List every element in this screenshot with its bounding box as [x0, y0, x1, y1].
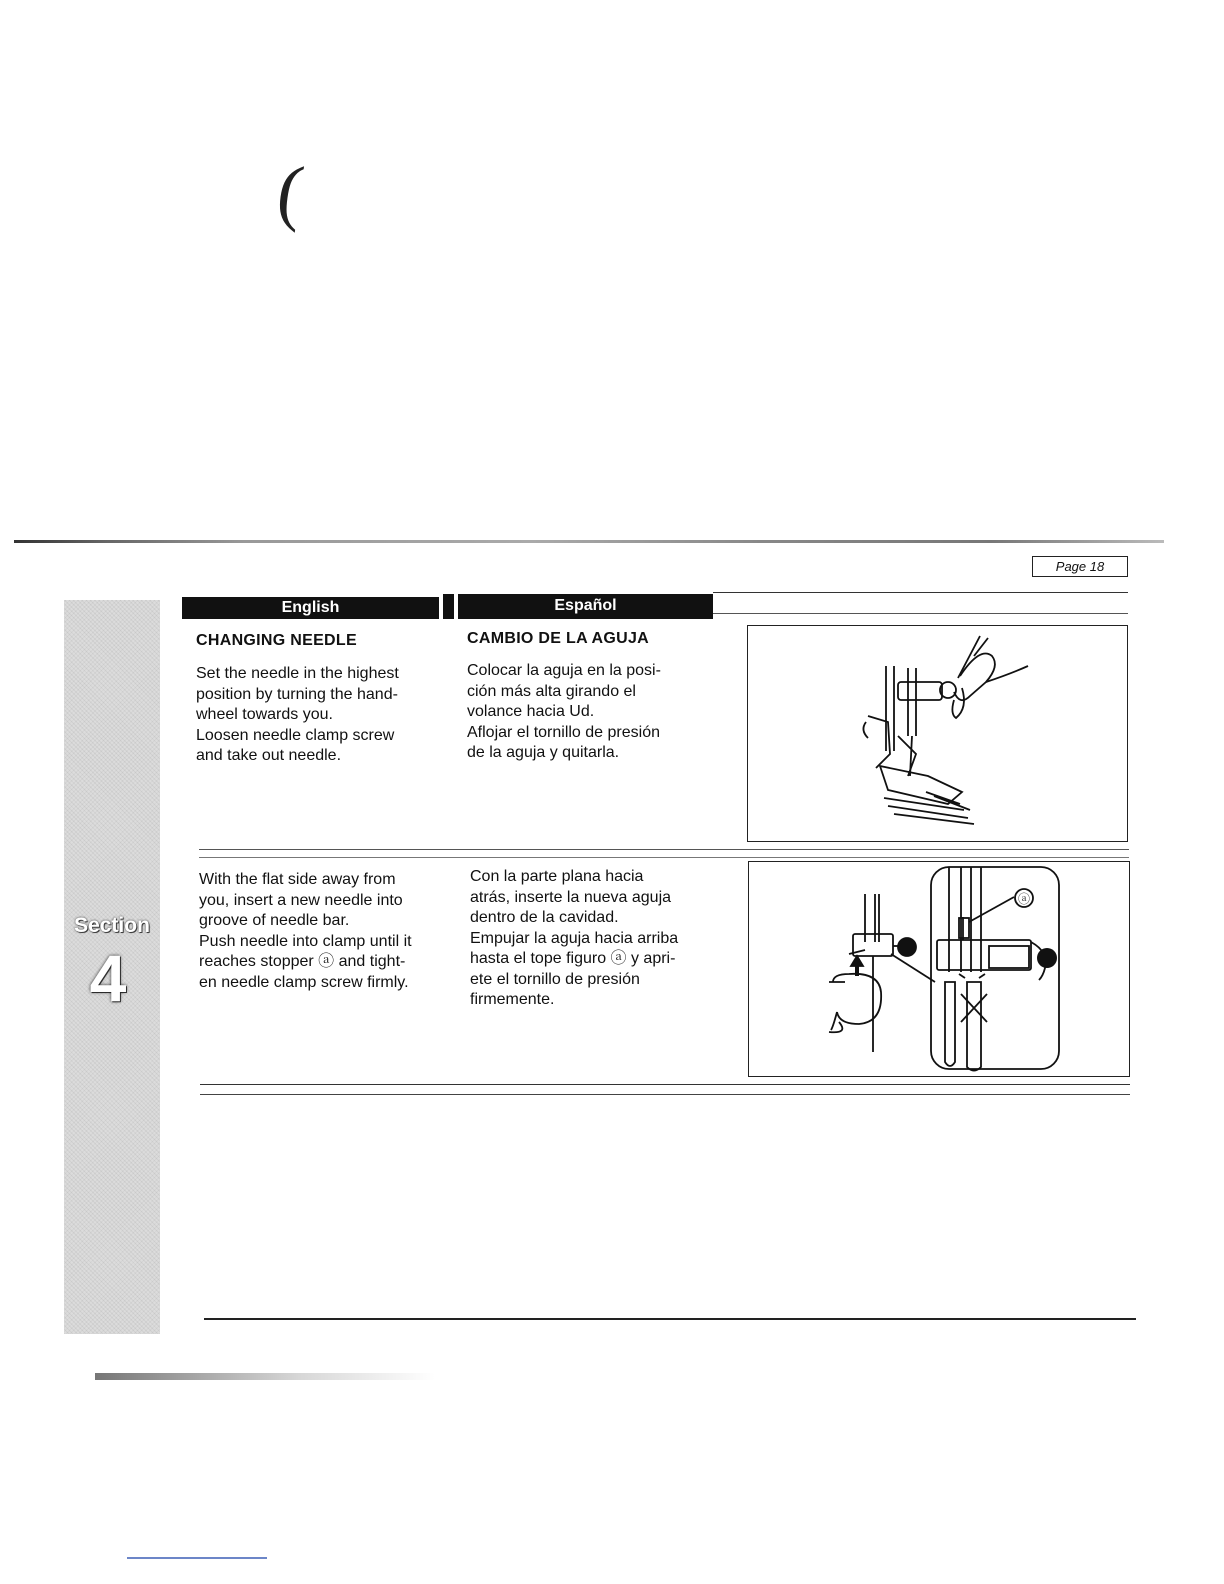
language-header-separator: [443, 594, 454, 619]
figure-needle-removal: [747, 625, 1128, 842]
header-rule: [713, 592, 1128, 593]
header-rule-lower: [713, 613, 1128, 614]
needle-insertion-illustration: [749, 862, 1129, 1076]
row-divider-secondary: [199, 857, 1129, 858]
step2-english-body: With the flat side away from you, insert a new needle into groove of needle bar. Push needle into clamp until it reaches stopper ⓐ and tight- en needle clamp screw firmly.: [199, 871, 412, 991]
section-label: Section: [74, 914, 150, 937]
row-divider: [199, 849, 1129, 850]
scan-artifact-blue-line: [127, 1557, 267, 1559]
needle-removal-illustration: [748, 626, 1127, 841]
step1-english-title: CHANGING NEEDLE: [196, 632, 357, 649]
step1-spanish-title: CAMBIO DE LA AGUJA: [467, 630, 649, 647]
page-bottom-rule: [204, 1318, 1136, 1320]
content-rule-secondary: [200, 1094, 1130, 1095]
language-header-spanish: Español: [458, 594, 713, 619]
scan-artifact-smudge: [95, 1373, 435, 1380]
step1-english-body: Set the needle in the highest position by turning the hand- wheel towards you. Loosen needle clamp screw and take out needle.: [196, 665, 399, 764]
figure-needle-insertion: [748, 861, 1130, 1077]
step1-spanish-body: Colocar la aguja en la posi- ción más alta girando el volance hacia Ud. Aflojar el tornillo de presión de la aguja y quitarla.: [467, 662, 661, 761]
section-number: 4: [89, 941, 127, 1015]
page-number-box: Page 18: [1032, 556, 1128, 577]
scan-artifact-paren: (: [272, 149, 309, 235]
content-rule: [200, 1084, 1130, 1085]
scan-artifact-rule: [14, 540, 1164, 543]
figure-callout-a: ⓐ: [1018, 892, 1031, 906]
step2-spanish-body: Con la parte plana hacia atrás, inserte la nueva aguja dentro de la cavidad. Empujar la aguja hacia arriba hasta el tope figuro ⓐ y apri- ete el tornillo de presión firmemente.: [470, 868, 679, 1008]
language-header-english: English: [182, 597, 439, 619]
